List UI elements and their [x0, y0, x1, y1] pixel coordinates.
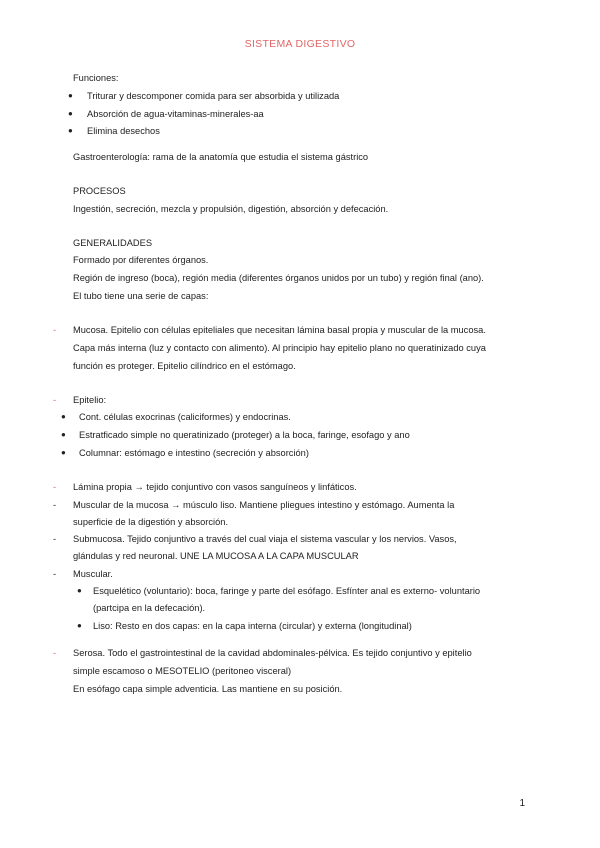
serosa-line: En esófago capa simple adventicia. Las mantiene en su posición. — [73, 684, 343, 694]
dash-marker: - — [53, 534, 57, 544]
procesos-heading: PROCESOS — [73, 186, 126, 196]
generalidades-heading: GENERALIDADES — [73, 238, 153, 248]
bullet-icon: ● — [61, 430, 66, 439]
mucosa-line: función es proteger. Epitelio cilíndrico en el estómago. — [73, 361, 296, 371]
page-number: 1 — [519, 798, 525, 809]
dash-marker: - — [53, 325, 57, 335]
generalidades-line: El tubo tiene una serie de capas: — [73, 291, 209, 301]
dash-marker: - — [53, 395, 57, 405]
procesos-text: Ingestión, secreción, mezcla y propulsión, digestión, absorción y defecación. — [73, 204, 389, 214]
bullet-icon: ● — [68, 109, 73, 118]
page-title: SISTEMA DIGESTIVO — [244, 38, 356, 50]
muscular-item: (partcipa en la defecación). — [93, 603, 206, 613]
funciones-item: Elimina desechos — [87, 126, 160, 136]
muscular-mucosa-line: Muscular de la mucosa → músculo liso. Mantiene pliegues intestino y estómago. Aumenta la — [73, 500, 455, 510]
epitelio-item: Cont. células exocrinas (caliciformes) y endocrinas. — [79, 412, 291, 422]
mucosa-line: Capa más interna (luz y contacto con alimento). Al principio hay epitelio plano no queratinizado cuya — [73, 343, 486, 353]
muscular-heading: Muscular. — [73, 569, 113, 579]
dash-marker: - — [53, 500, 57, 510]
muscular-mucosa-line: superficie de la digestión y absorción. — [73, 517, 229, 527]
serosa-line: Serosa. Todo el gastrointestinal de la cavidad abdominales-pélvica. Es tejido conjuntivo y epitelio — [73, 648, 472, 658]
funciones-heading: Funciones: — [73, 73, 119, 83]
muscular-item: Liso: Resto en dos capas: en la capa interna (circular) y externa (longitudinal) — [93, 621, 412, 631]
epitelio-item: Columnar: estómago e intestino (secreción y absorción) — [79, 448, 309, 458]
bullet-icon: ● — [61, 412, 66, 421]
epitelio-heading: Epitelio: — [73, 395, 107, 405]
funciones-item: Absorción de agua-vitaminas-minerales-aa — [87, 109, 264, 119]
muscular-item: Esquelético (voluntario): boca, faringe y parte del esófago. Esfínter anal es externo- voluntario — [93, 586, 481, 596]
serosa-line: simple escamoso o MESOTELIO (peritoneo visceral) — [73, 666, 292, 676]
generalidades-line: Región de ingreso (boca), región media (diferentes órganos unidos por un tubo) y región final (ano). — [73, 273, 484, 283]
lamina-propia: Lámina propia → tejido conjuntivo con vasos sanguíneos y linfáticos. — [73, 482, 357, 492]
bullet-icon: ● — [68, 91, 73, 100]
bullet-icon: ● — [77, 586, 82, 595]
bullet-icon: ● — [61, 448, 66, 457]
dash-marker: - — [53, 482, 57, 492]
generalidades-line: Formado por diferentes órganos. — [73, 255, 209, 265]
bullet-icon: ● — [68, 126, 73, 135]
bullet-icon: ● — [77, 621, 82, 630]
dash-marker: - — [53, 648, 57, 658]
mucosa-line: Mucosa. Epitelio con células epiteliales que necesitan lámina basal propia y muscular de la mucosa. — [73, 325, 486, 335]
submucosa-line: glándulas y red neuronal. UNE LA MUCOSA A LA CAPA MUSCULAR — [73, 551, 359, 561]
submucosa-line: Submucosa. Tejido conjuntivo a través del cual viaja el sistema vascular y los nervios. Vasos, — [73, 534, 457, 544]
funciones-item: Triturar y descomponer comida para ser absorbida y utilizada — [87, 91, 340, 101]
dash-marker: - — [53, 569, 57, 579]
epitelio-item: Estratficado simple no queratinizado (proteger) a la boca, faringe, esofago y ano — [79, 430, 410, 440]
gastro-definition: Gastroenterología: rama de la anatomía que estudia el sistema gástrico — [73, 152, 369, 162]
